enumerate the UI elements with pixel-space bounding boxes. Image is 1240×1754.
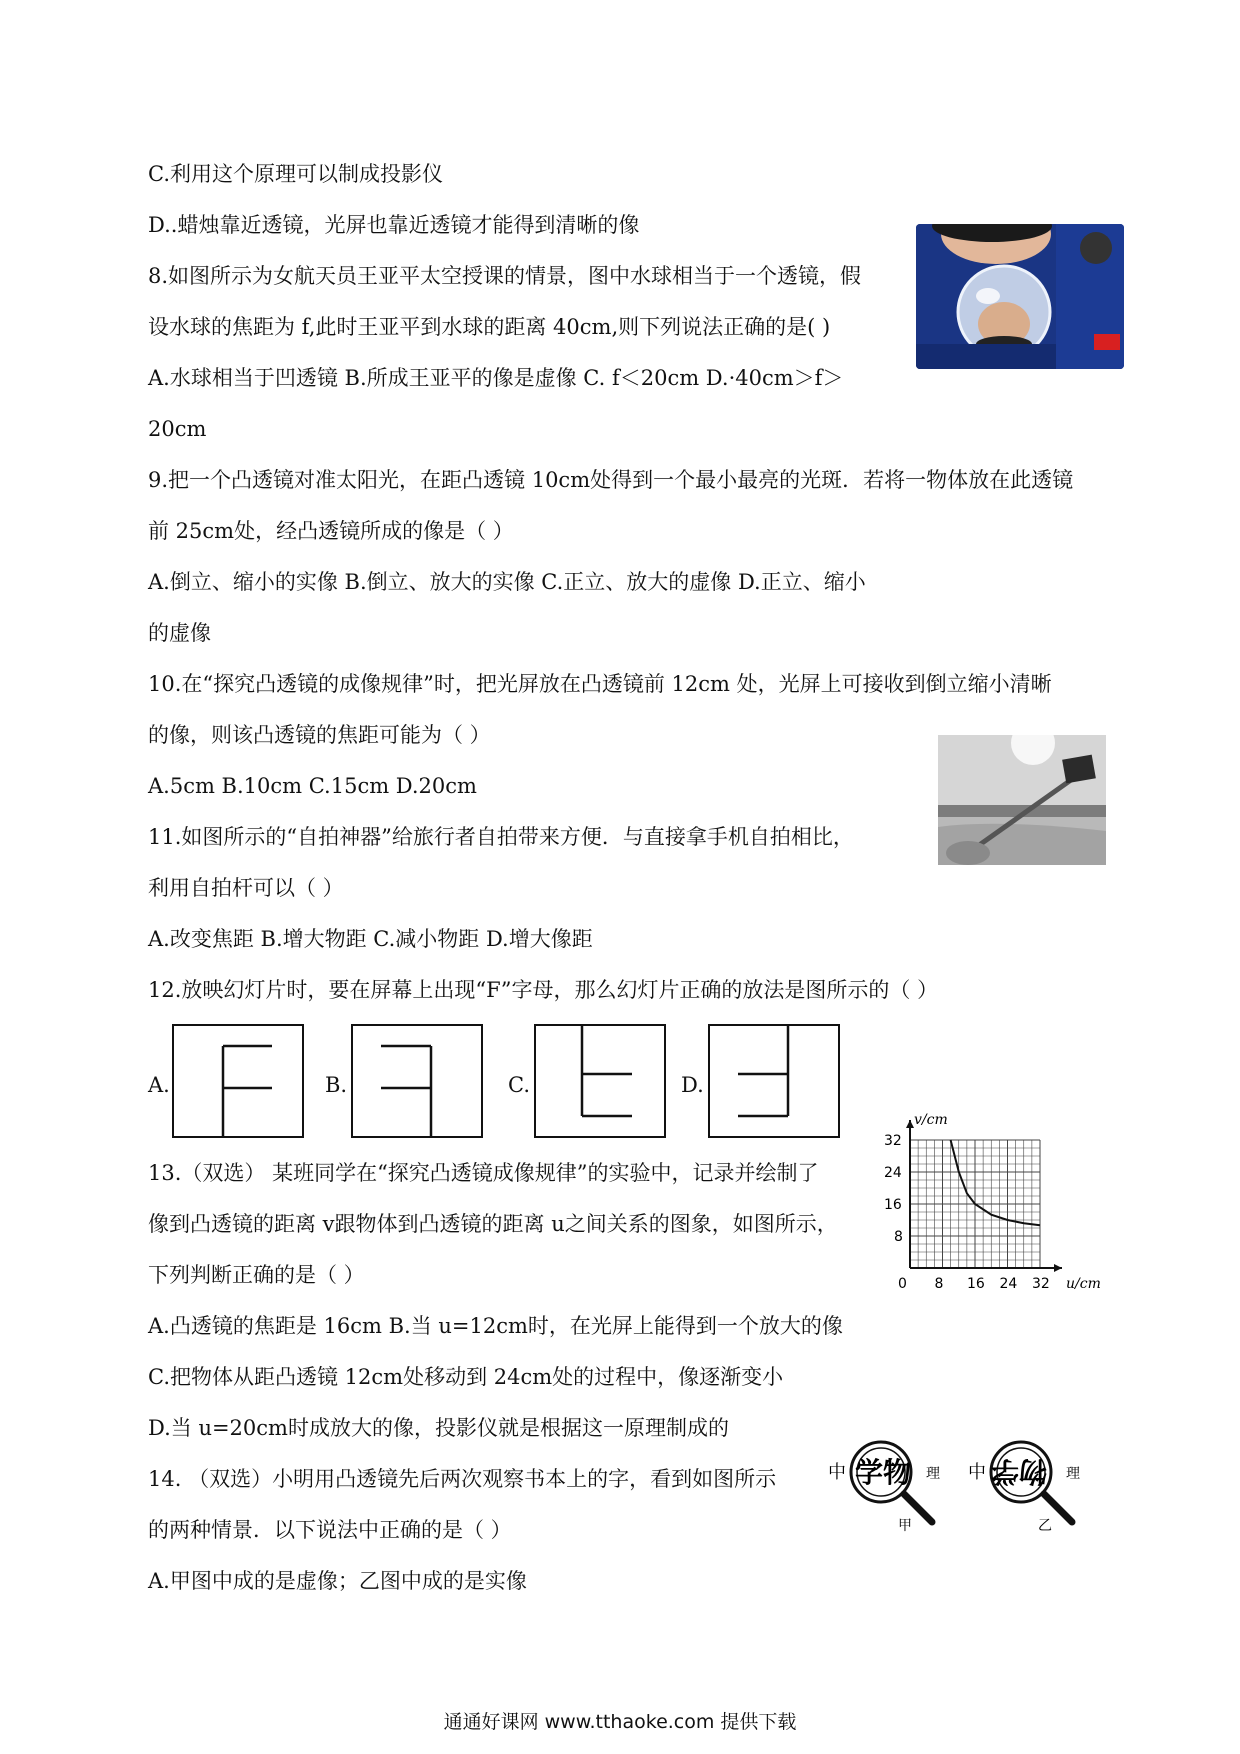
mag-jia-right-char: 理 [926, 1466, 940, 1482]
question-12: 12.放映幻灯片时，要在屏幕上出现“F”字母，那么幻灯片正确的放法是图所示的（ ） [148, 978, 939, 1002]
magnifier-yi [968, 1440, 1098, 1532]
x-tick-label: 16 [967, 1276, 985, 1292]
astronaut-water-ball-photo [916, 224, 1124, 369]
selfie-stick-photo [938, 735, 1106, 865]
slide-option-b-label: B. [325, 1073, 348, 1097]
x-axis-label: u/cm [1066, 1276, 1101, 1292]
question-14-option-a: A.甲图中成的是虚像；乙图中成的是实像 [148, 1569, 527, 1593]
mag-yi-inner-text: 物学 [990, 1455, 1047, 1488]
x-tick-label: 32 [1032, 1276, 1050, 1292]
x-tick-label: 24 [999, 1276, 1018, 1292]
question-9-options: A.倒立、缩小的实像 B.倒立、放大的实像 C.正立、放大的虚像 D.正立、缩小 [148, 570, 866, 594]
question-13-line1: 13.（双选） 某班同学在“探究凸透镜成像规律”的实验中，记录并绘制了 [148, 1161, 819, 1185]
page-footer: 通通好课网 www.tthaoke.com 提供下载 [443, 1711, 797, 1733]
question-11-line1: 11.如图所示的“自拍神器”给旅行者自拍带来方便．与直接拿手机自拍相比， [148, 825, 854, 849]
mag-yi-right-char: 理 [1066, 1466, 1080, 1482]
question-10-options: A.5cm B.10cm C.15cm D.20cm [148, 774, 477, 798]
question-10-line1: 10.在“探究凸透镜的成像规律”时，把光屏放在凸透镜前 12cm 处，光屏上可接收到倒立缩小清晰 [148, 672, 1052, 696]
slide-option-a-label: A. [148, 1073, 170, 1097]
mag-yi-label: 乙 [1038, 1518, 1052, 1532]
slide-option-d [708, 1024, 840, 1138]
uv-curve [951, 1140, 1040, 1225]
slide-option-a [172, 1024, 304, 1138]
question-8-line1: 8.如图所示为女航天员王亚平太空授课的情景，图中水球相当于一个透镜，假 [148, 264, 862, 288]
question-14-line1: 14. （双选）小明用凸透镜先后两次观察书本上的字，看到如图所示 [148, 1467, 777, 1491]
mag-jia-left-char: 中 [828, 1462, 846, 1483]
x-tick-label: 8 [934, 1276, 944, 1292]
y-axis-label: v/cm [914, 1112, 948, 1128]
magnifier-jia [828, 1440, 958, 1532]
x-tick-label: 0 [898, 1276, 907, 1292]
question-9-options-cont: 的虚像 [148, 621, 211, 645]
slide-option-b [351, 1024, 483, 1138]
y-axis-arrow [906, 1120, 914, 1128]
y-tick-label: 16 [884, 1197, 902, 1213]
uv-graph [870, 1108, 1110, 1308]
question-13-option-c: C.把物体从距凸透镜 12cm处移动到 24cm处的过程中，像逐渐变小 [148, 1365, 784, 1389]
y-tick-label: 8 [894, 1229, 903, 1245]
question-13-line2: 像到凸透镜的距离 v跟物体到凸透镜的距离 u之间关系的图象，如图所示， [148, 1212, 838, 1236]
question-13-line3: 下列判断正确的是（ ） [148, 1263, 365, 1287]
mag-yi-left-char: 中 [968, 1462, 986, 1483]
y-tick-label: 32 [884, 1133, 902, 1149]
x-axis-arrow [1054, 1264, 1062, 1272]
option-c-q7: C.利用这个原理可以制成投影仪 [148, 162, 443, 186]
question-11-line2: 利用自拍杆可以（ ） [148, 876, 344, 900]
y-tick-label: 24 [884, 1165, 902, 1181]
question-8-options: A.水球相当于凹透镜 B.所成王亚平的像是虚像 C. f＜20cm D.·40cm＞f＞ [148, 366, 844, 390]
question-13-option-d: D.当 u=20cm时成放大的像，投影仪就是根据这一原理制成的 [148, 1416, 729, 1440]
slide-option-d-label: D. [681, 1073, 704, 1097]
question-13-option-ab: A.凸透镜的焦距是 16cm B.当 u=12cm时，在光屏上能得到一个放大的像 [148, 1314, 843, 1338]
question-8-line2: 设水球的焦距为 f,此时王亚平到水球的距离 40cm,则下列说法正确的是( ) [148, 315, 831, 339]
question-8-options-cont: 20cm [148, 417, 207, 441]
question-14-line2: 的两种情景．以下说法中正确的是（ ） [148, 1518, 512, 1542]
slide-option-c-label: C. [508, 1073, 530, 1097]
option-d-q7: D..蜡烛靠近透镜，光屏也靠近透镜才能得到清晰的像 [148, 213, 640, 237]
question-9-line1: 9.把一个凸透镜对准太阳光，在距凸透镜 10cm处得到一个最小最亮的光斑．若将一物体放在此透镜 [148, 468, 1074, 492]
mag-jia-inner-text: 学物 [855, 1456, 912, 1489]
mag-jia-label: 甲 [898, 1518, 912, 1532]
slide-option-c [534, 1024, 666, 1138]
question-11-options: A.改变焦距 B.增大物距 C.减小物距 D.增大像距 [148, 927, 593, 951]
question-9-line2: 前 25cm处，经凸透镜所成的像是（ ） [148, 519, 514, 543]
question-10-line2: 的像，则该凸透镜的焦距可能为（ ） [148, 723, 491, 747]
